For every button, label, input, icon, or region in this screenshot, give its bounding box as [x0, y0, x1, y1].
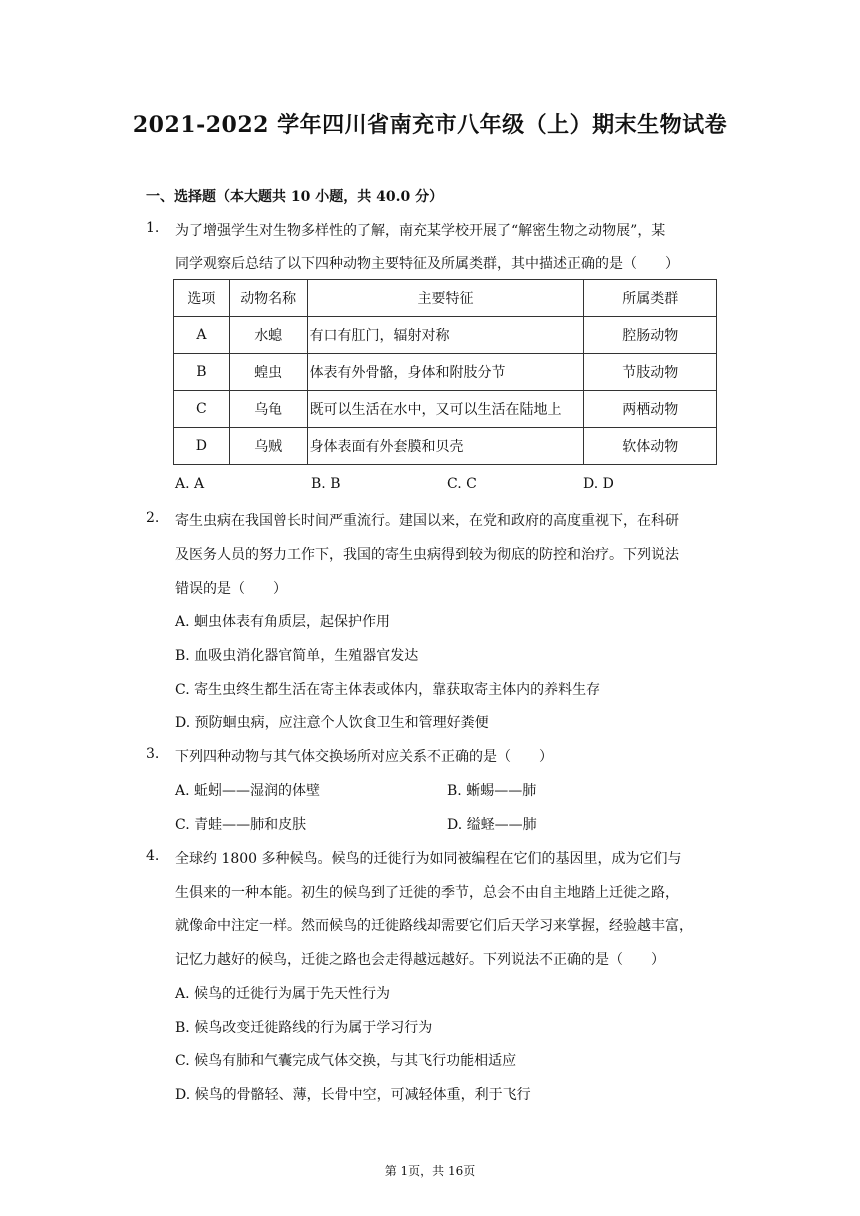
- answer-option: D. D: [583, 476, 614, 492]
- answer-option: D. 缢蛏——肺: [447, 817, 537, 833]
- table-cell: 既可以生活在水中，又可以生活在陆地上: [307, 391, 584, 428]
- question-number: 4.: [146, 848, 160, 864]
- question-number: 2.: [146, 510, 160, 526]
- table-row: [174, 354, 717, 391]
- table-cell: 两栖动物: [584, 391, 717, 428]
- table-cell: 蝗虫: [229, 354, 307, 391]
- table-cell: 乌贼: [229, 428, 307, 465]
- table-header-row: [174, 280, 717, 317]
- question-text-line: 记忆力越好的候鸟，迁徙之路也会走得越远越好。下列说法不正确的是（ ）: [175, 952, 665, 968]
- table-header: 所属类群: [584, 280, 717, 317]
- animal-features-table: [173, 279, 717, 465]
- question-text-line: 下列四种动物与其气体交换场所对应关系不正确的是（ ）: [175, 749, 553, 765]
- answer-option: A. 蛔虫体表有角质层，起保护作用: [175, 614, 391, 630]
- table-cell: B: [174, 354, 230, 391]
- table-cell: C: [174, 391, 230, 428]
- table-cell: D: [174, 428, 230, 465]
- table-cell: 乌龟: [229, 391, 307, 428]
- answer-option: B. 血吸虫消化器官简单，生殖器官发达: [175, 648, 419, 664]
- question-text-line: 同学观察后总结了以下四种动物主要特征及所属类群，其中描述正确的是（ ）: [175, 256, 679, 272]
- answer-option: B. B: [311, 476, 341, 492]
- answer-option: C. 候鸟有肺和气囊完成气体交换，与其飞行功能相适应: [175, 1053, 517, 1069]
- answer-option: C. 寄生虫终生都生活在寄主体表或体内，靠获取寄主体内的养料生存: [175, 682, 601, 698]
- answer-option: A. 候鸟的迁徙行为属于先天性行为: [175, 986, 391, 1002]
- table-cell: 水螅: [229, 317, 307, 354]
- table-cell: 有口有肛门，辐射对称: [307, 317, 584, 354]
- question-number: 3.: [146, 746, 160, 762]
- answer-option: A. A: [175, 476, 205, 492]
- table-row: [174, 317, 717, 354]
- page-footer: 第 1页，共 16页: [384, 1164, 476, 1178]
- question-text-line: 全球约 1800 多种候鸟。候鸟的迁徙行为如同被编程在它们的基因里，成为它们与: [175, 851, 682, 867]
- table-header: 动物名称: [229, 280, 307, 317]
- table-cell: A: [174, 317, 230, 354]
- question-text-line: 及医务人员的努力工作下，我国的寄生虫病得到较为彻底的防控和治疗。下列说法: [175, 547, 679, 563]
- question-text-line: 生俱来的一种本能。初生的候鸟到了迁徙的季节，总会不由自主地踏上迁徙之路，: [175, 885, 679, 901]
- question-text-line: 错误的是（ ）: [175, 581, 287, 597]
- question-text-line: 寄生虫病在我国曾长时间严重流行。建国以来，在党和政府的高度重视下，在科研: [175, 513, 679, 529]
- answer-option: B. 候鸟改变迁徙路线的行为属于学习行为: [175, 1020, 433, 1036]
- table-row: [174, 391, 717, 428]
- page-title: 2021-2022 学年四川省南充市八年级（上）期末生物试卷: [132, 112, 728, 138]
- answer-option: D. 预防蛔虫病，应注意个人饮食卫生和管理好粪便: [175, 715, 489, 731]
- table-header: 选项: [174, 280, 230, 317]
- table-cell: 节肢动物: [584, 354, 717, 391]
- question-text-line: 为了增强学生对生物多样性的了解，南充某学校开展了“解密生物之动物展”，某: [175, 223, 666, 239]
- table-cell: 身体表面有外套膜和贝壳: [307, 428, 584, 465]
- answer-option: D. 候鸟的骨骼轻、薄，长骨中空，可减轻体重，利于飞行: [175, 1087, 531, 1103]
- table-cell: 软体动物: [584, 428, 717, 465]
- answer-option: A. 蚯蚓——湿润的体壁: [175, 783, 321, 799]
- table-row: [174, 428, 717, 465]
- answer-option: B. 蜥蜴——肺: [447, 783, 537, 799]
- answer-option: C. 青蛙——肺和皮肤: [175, 817, 307, 833]
- question-number: 1.: [146, 220, 160, 236]
- section-heading: 一、选择题（本大题共 10 小题，共 40.0 分）: [146, 189, 444, 205]
- question-text-line: 就像命中注定一样。然而候鸟的迁徙路线却需要它们后天学习来掌握，经验越丰富，: [175, 918, 693, 934]
- answer-option: C. C: [447, 476, 477, 492]
- table-header: 主要特征: [307, 280, 584, 317]
- table-cell: 体表有外骨骼，身体和附肢分节: [307, 354, 584, 391]
- table-cell: 腔肠动物: [584, 317, 717, 354]
